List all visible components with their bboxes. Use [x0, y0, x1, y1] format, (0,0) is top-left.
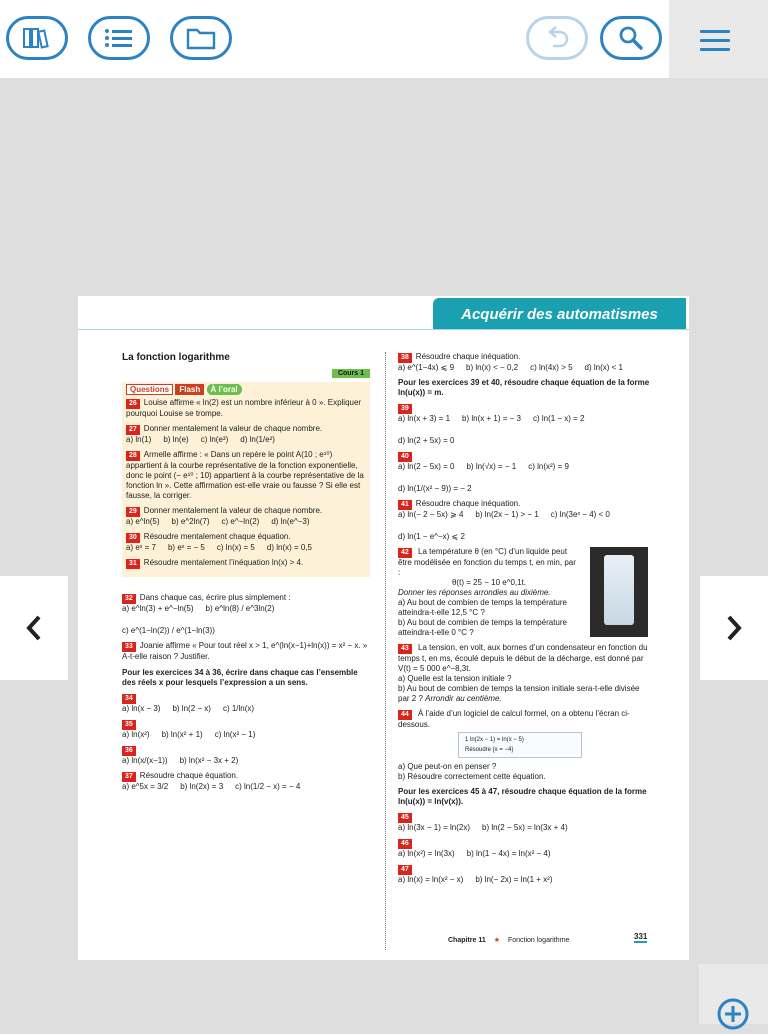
exercise-text: Résoudre chaque équation. — [139, 771, 239, 780]
page-number: 331 — [634, 932, 648, 941]
exercise-number: 28 — [126, 451, 140, 461]
exercise-item: c) ln(1 − x) = 2 — [532, 414, 585, 423]
exercise-item: b) ln(2 − x) — [172, 704, 211, 713]
exercise-question-b: b) Au bout de combien de temps la tension initiale sera-t-elle divisée par 2 ? — [398, 684, 640, 703]
exercise-26 — [126, 398, 366, 419]
exercise-item: a) e^ln(3) + e^−ln(5) — [122, 604, 194, 613]
exercise-items — [122, 604, 370, 636]
exercise-item: d) ln(1/(x² − 9)) = − 2 — [398, 484, 472, 493]
exercise-items — [122, 704, 370, 714]
exercise-46 — [398, 838, 650, 859]
exercise-item: b) e^2ln(7) — [171, 517, 210, 526]
exercise-item: a) eˣ = 7 — [126, 543, 156, 552]
exercise-item: a) e^(1−4x) ⩽ 9 — [398, 363, 455, 372]
exercise-item: a) ln(x²) = ln(3x) — [398, 849, 455, 858]
footer-chapter: Chapitre 11 — [448, 937, 486, 944]
exercise-items — [398, 510, 650, 542]
exercise-question-a: a) Que peut-on en penser ? — [398, 762, 497, 771]
exercise-37 — [122, 771, 370, 792]
page-footer — [448, 936, 569, 944]
exercise-note: Donner les réponses arrondies au dixième. — [398, 588, 551, 597]
exercise-item: c) ln(x²) = 9 — [528, 462, 569, 471]
previous-page-button[interactable] — [0, 576, 68, 680]
exercise-items — [122, 782, 370, 792]
exercise-item: a) ln(x) = ln(x² − x) — [398, 875, 464, 884]
exercise-text: Résoudre chaque inéquation. — [415, 352, 521, 361]
exercise-item: b) ln(x + 1) = − 3 — [462, 414, 521, 423]
exercise-text: Donner mentalement la valeur de chaque nombre. — [143, 424, 323, 433]
exercise-item: d) ln(2 + 5x) = 0 — [398, 436, 455, 445]
exercise-number: 43 — [398, 644, 412, 654]
exercise-items — [126, 543, 366, 553]
exercise-item: b) ln(√x) = − 1 — [466, 462, 517, 471]
exercise-34 — [122, 693, 370, 714]
exercise-text: La tension, en volt, aux bornes d’un condensateur en fonction du temps t, en ms, écoulé depuis le début de la décharge, est donné par V(t) = 5 000 e^−8,3t. — [398, 643, 648, 673]
zoom-button[interactable] — [699, 964, 768, 1024]
library-icon — [22, 27, 52, 49]
exercise-30 — [126, 532, 366, 553]
exercise-number: 31 — [126, 559, 140, 569]
section-title: La fonction logarithme — [122, 352, 230, 363]
exercise-33 — [122, 641, 370, 662]
exercise-item: b) ln(2x − 1) > − 1 — [475, 510, 539, 519]
exercise-item: c) ln(1/2 − x) = − 4 — [235, 782, 301, 791]
exercise-item: a) e^5x = 3/2 — [122, 782, 169, 791]
beaker-photo — [590, 547, 648, 637]
exercise-items — [398, 462, 650, 494]
exercise-40 — [398, 451, 650, 494]
exercise-number: 30 — [126, 533, 140, 543]
exercise-item: a) ln(2 − 5x) = 0 — [398, 462, 455, 471]
exercise-number: 38 — [398, 353, 412, 363]
column-divider — [385, 352, 386, 950]
exercise-29 — [126, 506, 366, 527]
cours-badge[interactable]: Cours 1 — [332, 369, 370, 378]
exercise-number: 37 — [122, 772, 136, 782]
exercise-note: Arrondir au centième. — [425, 694, 502, 703]
exercise-number: 27 — [126, 425, 140, 435]
exercise-item: b) ln(e) — [163, 435, 189, 444]
search-button[interactable] — [600, 16, 662, 60]
exercise-items — [398, 823, 650, 833]
exercise-item: a) ln(x²) — [122, 730, 150, 739]
library-button[interactable] — [6, 16, 68, 60]
exercise-text: Joanie affirme « Pour tout réel x > 1, e^(ln(x−1)+ln(x)) = x² − x. » A-t-elle raison ? Justifier. — [122, 641, 368, 661]
exercise-text: Louise affirme « ln(2) est un nombre inférieur à 0 ». Expliquer pourquoi Louise se trompe. — [126, 398, 362, 418]
exercise-number: 41 — [398, 500, 412, 510]
table-of-contents-button[interactable] — [88, 16, 150, 60]
exercise-formula: θ(t) = 25 − 10 e^0,1t. — [451, 578, 527, 587]
exercise-number: 42 — [398, 548, 412, 558]
footer-title: Fonction logarithme — [507, 937, 570, 944]
exercise-item: a) ln(− 2 − 5x) ⩾ 4 — [398, 510, 464, 519]
exercise-44 — [398, 709, 650, 782]
exercise-question-a: a) Quelle est la tension initiale ? — [398, 674, 512, 683]
next-page-button[interactable] — [700, 576, 768, 680]
exercise-item: d) ln(1 − e^−x) ⩽ 2 — [398, 532, 465, 541]
exercise-item: b) ln(1 − 4x) = ln(x² − 4) — [466, 849, 551, 858]
exercise-35 — [122, 719, 370, 740]
exercise-item: b) ln(x² − 3x + 2) — [179, 756, 239, 765]
exercise-item: c) ln(3eˣ − 4) < 0 — [550, 510, 610, 519]
exercise-item: a) ln(1) — [126, 435, 152, 444]
exercise-item: a) e^ln(5) — [126, 517, 160, 526]
exercise-item: c) 1/ln(x) — [222, 704, 255, 713]
exercise-number: 44 — [398, 710, 412, 720]
exercise-27 — [126, 424, 366, 445]
right-intro: Pour les exercices 39 et 40, résoudre chaque équation de la forme ln(u(x)) = m. — [398, 378, 650, 397]
exercise-number: 47 — [398, 865, 412, 875]
exercise-item: b) eˣ = − 5 — [167, 543, 205, 552]
qflash-title: Questions — [126, 384, 173, 395]
hamburger-icon — [700, 30, 730, 57]
exercise-item: a) ln(x + 3) = 1 — [398, 414, 451, 423]
exercise-text: Résoudre chaque inéquation. — [415, 499, 521, 508]
exercise-item: b) ln(x² + 1) — [161, 730, 203, 739]
exercise-number: 39 — [398, 404, 412, 414]
left-intro: Pour les exercices 34 à 36, écrire dans chaque cas l’ensemble des réels x pour lesquels l’expression a un sens. — [122, 668, 358, 687]
exercise-item: b) ln(x) < − 0,2 — [466, 363, 519, 372]
exercise-item: d) ln(e^−3) — [271, 517, 310, 526]
exercise-items — [398, 849, 650, 859]
exercise-number: 34 — [122, 694, 136, 704]
menu-button[interactable] — [669, 0, 768, 78]
exercise-text: La température θ (en °C) d’un liquide peut être modélisée en fonction du temps t, en min, par : — [398, 547, 576, 577]
qflash-oral: À l’oral — [207, 384, 242, 395]
exercise-items — [122, 730, 370, 740]
exercise-list-left-2 — [122, 593, 370, 662]
exercise-number: 40 — [398, 452, 412, 462]
chevron-right-icon — [724, 613, 744, 643]
textbook-page — [78, 296, 689, 960]
exercise-question-a: a) Au bout de combien de temps la température atteindra-t-elle 12,5 °C ? — [398, 598, 567, 617]
undo-icon — [544, 26, 570, 50]
folder-icon — [186, 26, 216, 50]
exercise-items — [398, 414, 650, 446]
exercise-item: c) ln(x² − 1) — [214, 730, 256, 739]
exercise-text: Résoudre mentalement chaque équation. — [143, 532, 291, 541]
qflash-flash: Flash — [175, 384, 204, 395]
exercise-number: 36 — [122, 746, 136, 756]
exercise-list-right-3 — [398, 812, 650, 885]
exercise-number: 29 — [126, 507, 140, 517]
exercise-number: 45 — [398, 813, 412, 823]
exercise-items — [126, 517, 366, 527]
exercise-item: a) ln(x − 3) — [122, 704, 161, 713]
page-banner: Acquérir des automatismes — [433, 298, 686, 330]
exercise-number: 26 — [126, 399, 140, 409]
exercise-28 — [126, 450, 366, 501]
cas-screen — [458, 732, 582, 758]
exercise-38 — [398, 352, 650, 373]
folder-button[interactable] — [170, 16, 232, 60]
exercise-47 — [398, 864, 650, 885]
exercise-items — [122, 756, 370, 766]
exercise-42 — [398, 547, 650, 638]
exercise-number: 35 — [122, 720, 136, 730]
exercise-45 — [398, 812, 650, 833]
exercise-36 — [122, 745, 370, 766]
exercise-number: 33 — [122, 642, 136, 652]
exercise-number: 46 — [398, 839, 412, 849]
exercise-item: b) ln(− 2x) = ln(1 + x²) — [475, 875, 553, 884]
search-icon — [618, 25, 644, 51]
exercise-39 — [398, 403, 650, 446]
cas-line: 1 ln(2x − 1) = ln(x − 5) — [465, 737, 524, 743]
top-toolbar — [0, 0, 768, 78]
banner-rule — [78, 329, 689, 330]
exercise-item: c) e^−ln(2) — [221, 517, 260, 526]
exercise-item: d) ln(x) = 0,5 — [266, 543, 313, 552]
exercise-item: c) ln(4x) > 5 — [530, 363, 573, 372]
exercise-item: b) ln(2x) = 3 — [180, 782, 224, 791]
exercise-text: Armelle affirme : « Dans un repère le point A(10 ; e¹⁰) appartient à la courbe représentative de la fonction exponentielle, donc le point (− e¹⁰ ; 10) appartient à la courbe représentative de la fonction ln ». Cette affirmation est-elle vraie ou fausse ? Si elle est fausse, la corriger. — [126, 450, 364, 500]
list-icon — [104, 28, 134, 48]
zoom-in-icon — [713, 994, 753, 1034]
chevron-left-icon — [24, 613, 44, 643]
exercise-question-b: b) Résoudre correctement cette équation. — [398, 772, 546, 781]
exercise-text: Donner mentalement la valeur de chaque nombre. — [143, 506, 323, 515]
exercise-text: Dans chaque cas, écrire plus simplement : — [139, 593, 291, 602]
exercise-text: À l’aide d’un logiciel de calcul formel, on a obtenu l’écran ci-dessous. — [398, 709, 630, 729]
exercise-item: b) ln(2 − 5x) = ln(3x + 4) — [482, 823, 568, 832]
exercise-32 — [122, 593, 370, 636]
exercise-31 — [126, 558, 366, 569]
right-intro-2: Pour les exercices 45 à 47, résoudre chaque équation de la forme ln(u(x)) = ln(v(x)). — [398, 787, 647, 806]
footer-star: ★ — [493, 937, 500, 944]
undo-button[interactable] — [526, 16, 588, 60]
exercise-item: a) ln(3x − 1) = ln(2x) — [398, 823, 471, 832]
exercise-list-right — [398, 352, 650, 373]
exercise-item: c) e^(1−ln(2)) / e^(1−ln(3)) — [122, 626, 215, 635]
exercise-items — [126, 435, 366, 445]
exercise-items — [398, 363, 650, 373]
exercise-41 — [398, 499, 650, 542]
cas-line: Résoudre {x = −4} — [465, 747, 514, 753]
exercise-text: Résoudre mentalement l’inéquation ln(x) > 4. — [143, 558, 304, 567]
exercise-item: a) ln(x/(x−1)) — [122, 756, 168, 765]
exercise-list-left-3 — [122, 693, 370, 792]
right-column — [398, 352, 650, 890]
exercise-item: b) e^ln(8) / e^3ln(2) — [205, 604, 275, 613]
exercise-list-left — [126, 398, 366, 569]
exercise-43 — [398, 643, 650, 704]
exercise-number: 32 — [122, 594, 136, 604]
exercise-items — [398, 875, 650, 885]
exercise-item: c) ln(e³) — [200, 435, 229, 444]
exercise-item: d) ln(x) < 1 — [584, 363, 624, 372]
exercise-item: d) ln(1/e²) — [240, 435, 275, 444]
exercise-item: c) ln(x) = 5 — [216, 543, 255, 552]
questions-flash-box — [122, 382, 370, 577]
exercise-question-b: b) Au bout de combien de temps la température atteindra-t-elle 0 °C ? — [398, 618, 567, 637]
left-column — [122, 352, 370, 797]
exercise-list-right-2 — [398, 403, 650, 542]
